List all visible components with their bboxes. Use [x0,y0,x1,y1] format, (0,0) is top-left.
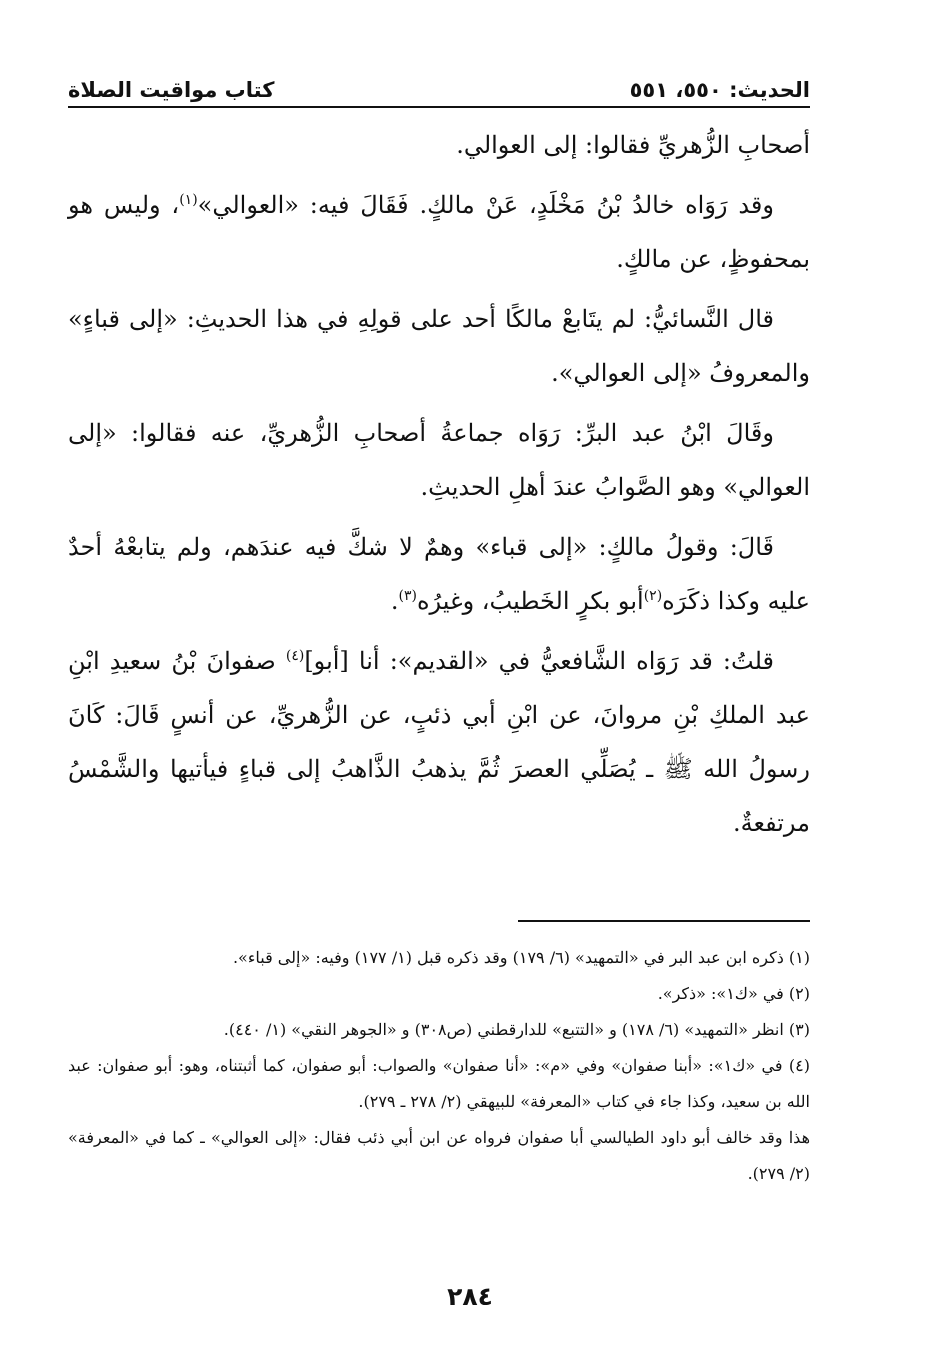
paragraph-4 [68,406,810,514]
paragraph-6-text-b: صفوانَ بْنُ سعيدِ ابْنِ عبد الملكِ بْنِ مروانَ، عن ابْنِ أبي ذئبٍ، عن الزُّهريِّ، عن أنسٍ قَالَ: كَانَ رسولُ الله ﷺ ـ يُصَلِّي العصرَ ثُمَّ يذهبُ الذَّاهبُ إلى قباءٍ فيأتيها والشَّمْسُ مرتفعةٌ. [68,647,810,837]
footnote-separator [518,920,810,922]
paragraph-5-text-c: . [390,587,399,615]
footnotes-section [68,940,810,1192]
paragraph-2 [68,178,810,286]
footnote-2: (٢) في «ك١»: «ذكر». [657,984,810,1003]
footnote-1: (١) ذكره ابن عبد البر في «التمهيد» (٦/ ١٧٩) وقد ذكره قبل (١/ ١٧٧) وفيه: «إلى قباء». [232,948,810,967]
footnote-4 [68,1048,810,1192]
page-number: ٢٨٤ [447,1282,493,1311]
header-book-title: كتاب مواقيت الصلاة [68,78,275,102]
running-header [68,66,810,108]
paragraph-5-text-a: قَالَ: وقولُ مالكٍ: «إلى قباء» وهمٌ لا شكَّ فيه عندَهم، ولم يتابعْهُ أحدٌ عليه وكذا ذكَرَه [68,533,810,615]
header-hadith-numbers: الحديث: ٥٥٠، ٥٥١ [629,78,810,102]
footnote-4-part-1: (٤) في «ك١»: «أبنا صفوان» وفي «م»: «أنا صفوان» والصواب: أبو صفوان، كما أثبتناه، وهو: أبو صفوان: عبد الله بن سعيد، وكذا جاء في كتاب «المعرفة» للبيهقي (٢/ ٢٧٨ ـ ٢٧٩). [68,1056,811,1111]
paragraph-3 [68,292,810,400]
paragraph-1 [68,118,810,172]
paragraph-4-text: وقَالَ ابْنُ عبد البرِّ: رَوَاه جماعةُ أصحابِ الزُّهريِّ، عنه فقالوا: «إلى العوالي» وهو الصَّوابُ عندَ أهلِ الحديثِ. [68,419,810,501]
footnote-3: (٣) انظر «التمهيد» (٦/ ١٧٨) و «التتبع» للدارقطني (ص٣٠٨) و «الجوهر النقي» (١/ ٤٤٠). [223,1020,810,1039]
footnote-ref-1[interactable]: (١) [179,192,198,208]
paragraph-6 [68,634,810,850]
paragraph-5-text-b: أبو بكرٍ الخَطيبُ، وغيرُه [416,587,644,615]
paragraph-2-text-a: وقد رَوَاه خالدُ بْنُ مَخْلَدٍ، عَنْ مالكٍ. فَقَالَ فيه: «العوالي» [197,191,774,219]
footnote-ref-3[interactable]: (٣) [398,588,417,604]
footnote-ref-2[interactable]: (٢) [643,588,663,604]
paragraph-1-text: أصحابِ الزُّهريِّ فقالوا: إلى العوالي. [456,131,810,159]
footnote-ref-4[interactable]: (٤) [285,648,305,664]
footnote-4-part-2: هذا وقد خالف أبو داود الطيالسي أبا صفوان فرواه عن ابن أبي ذئب فقال: «إلى العوالي» ـ كما في «المعرفة» (٢/ ٢٧٩). [68,1128,810,1183]
paragraph-6-text-a: قلتُ: قد رَوَاه الشَّافعيُّ في «القديم»: أنا [أبو] [304,647,774,675]
paragraph-5 [68,520,810,628]
paragraph-3-text: قال النَّسائيُّ: لم يتَابعْ مالكًا أحد على قولِهِ في هذا الحديثِ: «إلى قباءٍ» والمعروفُ «إلى العوالي». [68,305,810,387]
main-text [68,118,810,856]
paragraph-2-text-b: ، وليس هو بمحفوظٍ، عن مالكٍ. [68,191,810,273]
